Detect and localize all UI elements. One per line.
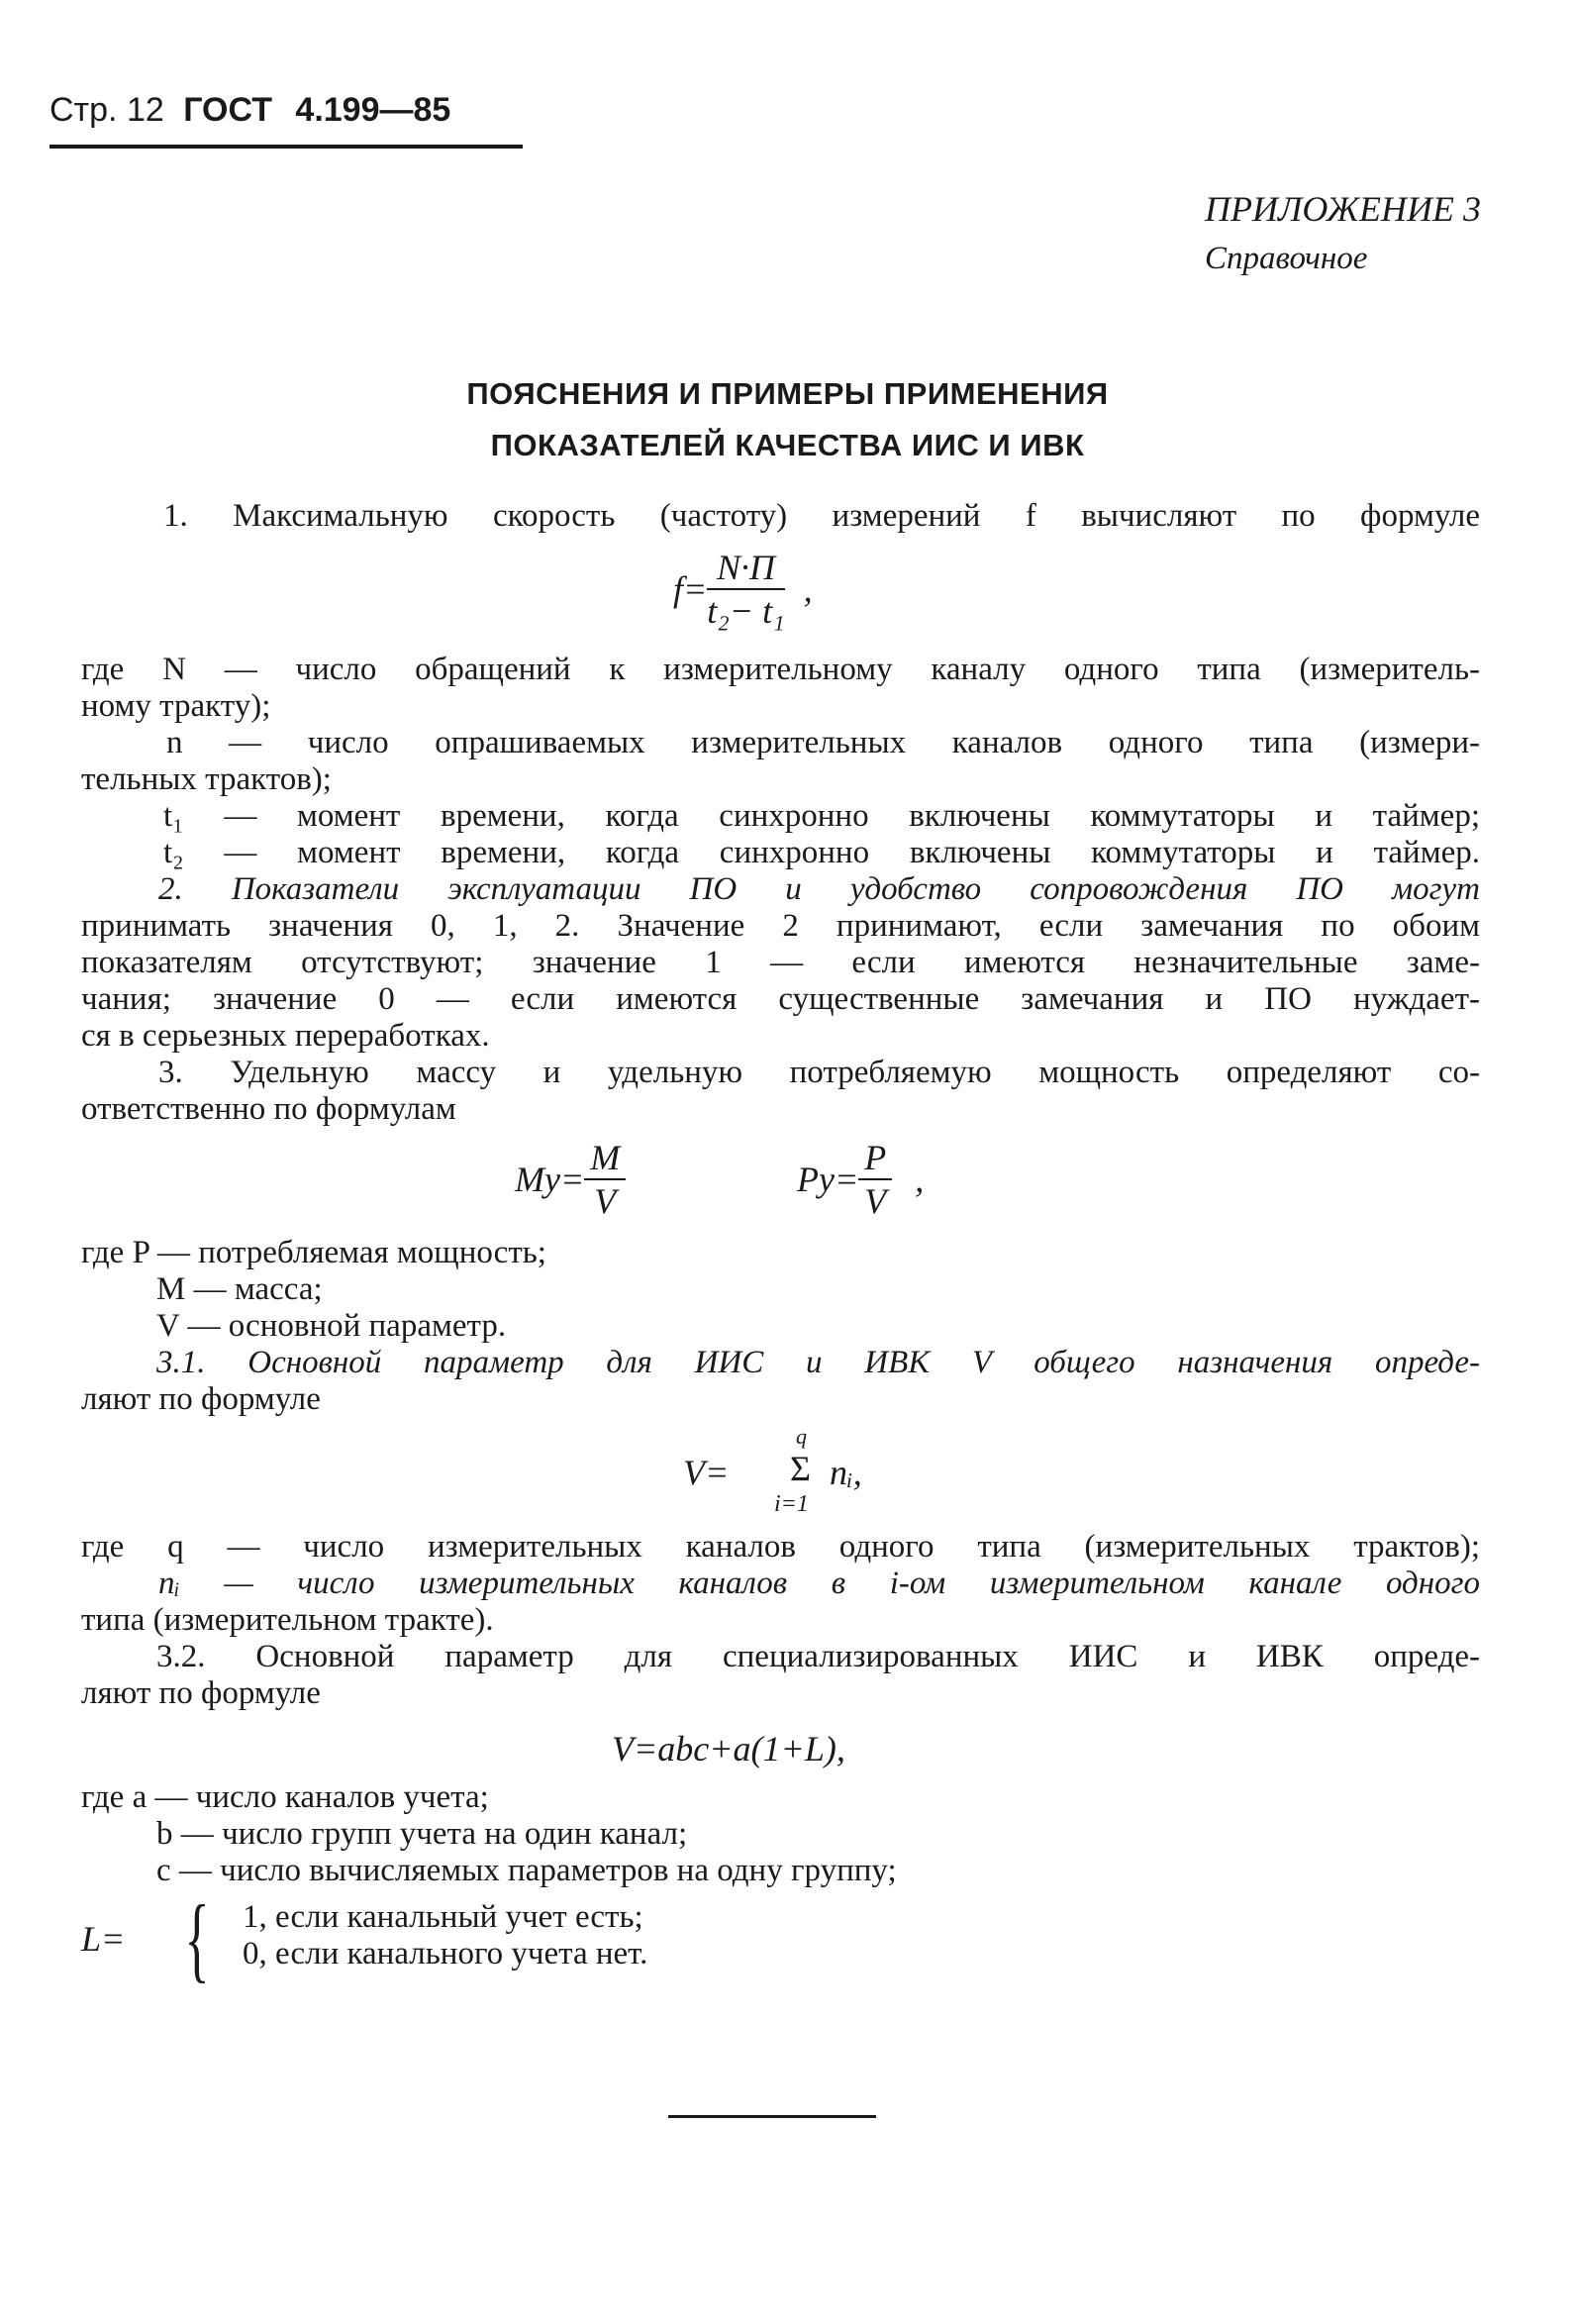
page-number: 12 xyxy=(126,91,164,129)
p31-line-1: 3.1. Основной параметр для ИИС и ИВК V общего назначения опреде- xyxy=(156,1345,1480,1380)
formula-specialized: V=abc+a(1+L), xyxy=(612,1729,845,1768)
p1-where-t1: t₁ — момент времени, когда синхронно включены коммутаторы и таймер; xyxy=(163,798,1480,834)
formula-frequency-denominator: t₂− t₁ xyxy=(707,591,785,631)
p2-line-4: чания; значение 0 — если имеются существенные замечания и ПО нуждает- xyxy=(81,981,1480,1017)
p1-where-N-b: ному тракту); xyxy=(81,688,271,724)
doc-number: 4.199—85 xyxy=(295,91,451,129)
p32-line-1: 3.2. Основной параметр для специализированных ИИС и ИВК опреде- xyxy=(156,1639,1480,1674)
header-rule xyxy=(49,145,523,149)
heading-line-2: ПОКАЗАТЕЛЕЙ КАЧЕСТВА ИИС И ИВК xyxy=(490,428,1085,462)
p3-where-V: V — основной параметр. xyxy=(156,1308,507,1344)
L-definition-lhs: L= xyxy=(81,1919,126,1959)
formula-frequency-tail: , xyxy=(803,569,813,609)
formula-sum-term: nᵢ, xyxy=(830,1453,862,1492)
p3-line-2: ответственно по формулам xyxy=(81,1091,456,1127)
appendix-title: ПРИЛОЖЕНИЕ 3 xyxy=(1205,189,1481,229)
formula-specific-power-tail: , xyxy=(915,1160,925,1199)
p2-line-3: показателям отсутствуют; значение 1 — если имеются незначительные заме- xyxy=(81,945,1480,980)
L-definition-brace: { xyxy=(184,1885,210,1991)
p2-line-5: ся в серьезных переработках. xyxy=(81,1018,490,1054)
p32-where-c: c — число вычисляемых параметров на одну группу; xyxy=(156,1853,897,1888)
formula-frequency xyxy=(673,547,813,631)
end-rule xyxy=(668,2115,876,2118)
formula-specific-mass xyxy=(515,1137,626,1221)
p31-line-2: ляют по формуле xyxy=(81,1381,321,1417)
p31-where-ni-a: nᵢ — число измерительных каналов в i-ом измерительном канале одного xyxy=(158,1566,1480,1601)
formula-frequency-fraction xyxy=(707,547,784,632)
formula-specific-power-denominator: V xyxy=(864,1181,887,1221)
p3-line-1: 3. Удельную массу и удельную потребляемую мощность определяют со- xyxy=(158,1055,1480,1090)
L-definition-case-1: 1, если канальный учет есть; xyxy=(243,1899,643,1935)
p2-line-1: 2. Показатели эксплуатации ПО и удобство сопровождения ПО могут xyxy=(158,871,1480,907)
formula-specific-power xyxy=(797,1137,925,1221)
p1-where-n-b: тельных трактов); xyxy=(81,761,332,797)
page-label: Стр. xyxy=(49,91,118,129)
L-definition-case-2: 0, если канального учета нет. xyxy=(243,1936,648,1971)
section-heading xyxy=(0,368,1575,471)
p1-where-n-a: n — число опрашиваемых измерительных каналов одного типа (измери- xyxy=(166,725,1480,760)
gost-label: ГОСТ xyxy=(183,91,272,129)
formula-sum-lhs: V= xyxy=(683,1453,730,1492)
formula-specific-power-fraction xyxy=(858,1137,892,1222)
formula-specific-mass-lhs: Mу= xyxy=(515,1160,585,1199)
formula-specific-mass-denominator: V xyxy=(594,1181,617,1221)
p3-where-M: M — масса; xyxy=(156,1271,323,1307)
p32-line-2: ляют по формуле xyxy=(81,1675,321,1711)
p1-where-N-a: где N — число обращений к измерительному каналу одного типа (измеритель- xyxy=(81,652,1480,687)
p32-where-b: b — число групп учета на один канал; xyxy=(156,1816,688,1852)
p2-line-2: принимать значения 0, 1, 2. Значение 2 принимают, если замечания по обоим xyxy=(81,908,1480,944)
appendix-subtitle: Справочное xyxy=(1205,241,1368,276)
formula-sum-sign: Σ xyxy=(790,1449,811,1488)
formula-specific-power-lhs: Pу= xyxy=(797,1160,859,1199)
formula-sum xyxy=(683,1426,901,1525)
formula-specific-mass-fraction xyxy=(584,1137,626,1222)
p31-where-ni-b: типа (измерительном тракте). xyxy=(81,1602,494,1638)
p1-where-t2: t₂ — момент времени, когда синхронно включены коммутаторы и таймер. xyxy=(163,835,1480,870)
formula-specific-mass-numerator: M xyxy=(584,1137,626,1180)
formula-frequency-lhs: f= xyxy=(673,569,708,609)
p32-where-a: где a — число каналов учета; xyxy=(81,1779,489,1815)
heading-line-1: ПОЯСНЕНИЯ И ПРИМЕРЫ ПРИМЕНЕНИЯ xyxy=(466,376,1109,411)
p3-where-P: где P — потребляемая мощность; xyxy=(81,1235,546,1270)
formula-specific-power-numerator: P xyxy=(858,1137,892,1180)
appendix-label xyxy=(1205,184,1481,283)
page-header xyxy=(49,91,450,130)
formula-sum-lower: i=1 xyxy=(774,1491,809,1517)
formula-sum-upper: q xyxy=(796,1424,807,1449)
p1-intro: 1. Максимальную скорость (частоту) измерений f вычисляют по формуле xyxy=(163,498,1480,534)
formula-frequency-numerator: N·П xyxy=(707,547,784,590)
p31-where-q: где q — число измерительных каналов одного типа (измерительных трактов); xyxy=(81,1529,1480,1565)
